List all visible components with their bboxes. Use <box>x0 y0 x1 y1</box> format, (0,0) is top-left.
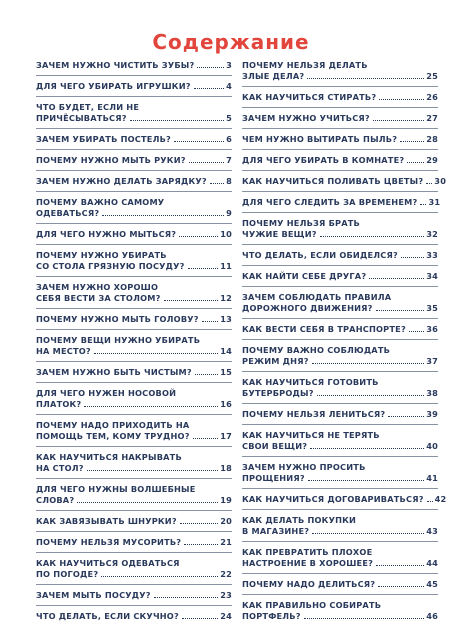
toc-entry[interactable] <box>242 113 438 124</box>
toc-entry[interactable] <box>242 430 438 452</box>
toc-entry[interactable] <box>242 155 438 166</box>
dot-leader <box>202 321 218 322</box>
divider <box>242 244 438 245</box>
toc-entry-last-line <box>36 314 232 325</box>
divider <box>36 414 232 415</box>
toc-page-number: 30 <box>434 176 447 186</box>
dot-leader <box>154 597 218 598</box>
divider <box>36 308 232 309</box>
toc-page-number: 33 <box>426 250 438 260</box>
toc-entry[interactable] <box>242 324 438 335</box>
toc-page-number: 3 <box>226 60 232 70</box>
toc-entry-last-line <box>36 60 232 71</box>
dot-leader <box>407 162 424 163</box>
toc-page-number: 7 <box>226 155 232 165</box>
toc-entry-title-line: ЗЛЫЕ ДЕЛА? <box>242 71 305 81</box>
toc-page-number: 36 <box>426 324 438 334</box>
toc-entry-title-line: ЧУЖИЕ ВЕЩИ? <box>242 229 317 239</box>
divider <box>36 329 232 330</box>
toc-page-number: 14 <box>220 346 232 356</box>
toc-entry-title-line: КАК ПРАВИЛЬНО СОБИРАТЬ <box>242 600 382 610</box>
dot-leader <box>320 236 424 237</box>
toc-entry-last-line <box>36 134 232 145</box>
divider <box>242 424 438 425</box>
toc-entry-last-line <box>242 197 441 208</box>
divider <box>242 149 438 150</box>
toc-entry-title-line: КАК НАЙТИ СЕБЕ ДРУГА? <box>242 271 367 281</box>
toc-entry-last-line <box>36 569 232 580</box>
dot-leader <box>400 141 424 142</box>
dot-leader <box>197 67 224 68</box>
toc-entry[interactable] <box>242 176 447 187</box>
dot-leader <box>304 618 425 619</box>
dot-leader <box>310 448 424 449</box>
divider <box>36 276 232 277</box>
dot-leader <box>188 268 219 269</box>
toc-page-number: 6 <box>226 134 232 144</box>
toc-entry-title-line: ПОЧЕМУ НАДО ПРИХОДИТЬ НА <box>36 420 190 430</box>
toc-entry-title-line: ОДЕВАТЬСЯ? <box>36 208 100 218</box>
dot-leader <box>77 502 218 503</box>
toc-page-number: 9 <box>226 208 232 218</box>
dot-leader <box>195 374 218 375</box>
toc-page-number: 13 <box>220 314 232 324</box>
toc-entry[interactable] <box>36 197 232 219</box>
toc-entry[interactable] <box>242 218 438 240</box>
toc-page-number: 12 <box>220 293 232 303</box>
toc-page-number: 39 <box>426 409 438 419</box>
divider <box>36 584 232 585</box>
toc-entry-last-line <box>242 526 438 537</box>
toc-entry-title-line: НАСТРОЕНИЕ В ХОРОШЕЕ? <box>242 558 374 568</box>
toc-page-number: 21 <box>220 537 232 547</box>
divider <box>242 541 438 542</box>
dot-leader <box>369 278 424 279</box>
toc-entry-last-line <box>36 367 232 378</box>
toc-entry-title-line: В МАГАЗИНЕ? <box>242 526 310 536</box>
toc-page-number: 4 <box>226 81 232 91</box>
toc-page-number: 26 <box>426 92 438 102</box>
toc-entry-title-line: ПОЧЕМУ НАДО ДЕЛИТЬСЯ? <box>242 579 376 589</box>
toc-page-number: 22 <box>220 569 232 579</box>
toc-entry[interactable] <box>36 81 232 92</box>
toc-page-number: 43 <box>426 526 438 536</box>
toc-entry-last-line <box>242 558 438 569</box>
toc-entry[interactable] <box>36 420 232 442</box>
toc-entry[interactable] <box>242 494 447 505</box>
dot-leader <box>401 257 424 258</box>
toc-entry[interactable] <box>242 271 438 282</box>
toc-entry-title-line: ЗАЧЕМ НУЖНО ПРОСИТЬ <box>242 462 366 472</box>
dot-leader <box>420 204 426 205</box>
toc-entry-title-line: РЕЖИМ ДНЯ? <box>242 356 309 366</box>
toc-entry-title-line: ДОРОЖНОГО ДВИЖЕНИЯ? <box>242 303 373 313</box>
divider <box>242 286 438 287</box>
toc-entry-title-line: ПОМОЩЬ ТЕМ, КОМУ ТРУДНО? <box>36 431 190 441</box>
toc-entry-last-line <box>242 155 438 166</box>
toc-entry-last-line <box>242 229 438 240</box>
toc-entry[interactable] <box>36 229 232 240</box>
toc-entry-title-line: ПОЧЕМУ НЕЛЬЗЯ БРАТЬ <box>242 218 360 228</box>
dot-leader <box>378 586 424 587</box>
toc-entry-title-line: ПРОЩЕНИЯ? <box>242 473 305 483</box>
toc-entry[interactable] <box>242 515 438 537</box>
divider <box>242 594 438 595</box>
toc-entry-last-line <box>36 495 232 506</box>
toc-page-number: 18 <box>220 463 232 473</box>
divider <box>242 212 438 213</box>
toc-entry-last-line <box>242 356 438 367</box>
dot-leader <box>174 141 224 142</box>
divider <box>36 510 232 511</box>
toc-entry-last-line <box>36 590 232 601</box>
toc-page-number: 15 <box>220 367 232 377</box>
toc-entry-last-line <box>242 250 438 261</box>
toc-entry-title-line: ПОЧЕМУ НЕЛЬЗЯ МУСОРИТЬ? <box>36 537 182 547</box>
dot-leader <box>376 565 424 566</box>
dot-leader <box>189 162 224 163</box>
toc-entry-title-line: ЗАЧЕМ СОБЛЮДАТЬ ПРАВИЛА <box>242 292 392 302</box>
toc-entry[interactable] <box>242 600 438 622</box>
toc-entry-title-line: ПОЧЕМУ НЕЛЬЗЯ ДЕЛАТЬ <box>242 60 368 70</box>
toc-entry[interactable] <box>36 282 232 304</box>
toc-page-number: 27 <box>426 113 438 123</box>
toc-entry[interactable] <box>242 250 438 261</box>
toc-entry-last-line <box>36 208 232 219</box>
toc-entry-last-line <box>242 324 438 335</box>
toc-page-number: 25 <box>426 71 438 81</box>
toc-entry-title-line: ДЛЯ ЧЕГО СЛЕДИТЬ ЗА ВРЕМЕНЕМ? <box>242 197 418 207</box>
toc-page-number: 19 <box>220 495 232 505</box>
dot-leader <box>426 183 432 184</box>
dot-leader <box>376 310 425 311</box>
toc-entry-last-line <box>242 611 438 622</box>
dot-leader <box>184 544 218 545</box>
toc-entry-last-line <box>36 261 232 272</box>
dot-leader <box>409 331 424 332</box>
toc-entry-title-line: ДЛЯ ЧЕГО УБИРАТЬ В КОМНАТЕ? <box>242 155 405 165</box>
toc-entry[interactable] <box>36 60 232 71</box>
toc-entry[interactable] <box>36 611 232 622</box>
divider <box>242 86 438 87</box>
toc-entry-last-line <box>36 537 232 548</box>
dot-leader <box>130 120 224 121</box>
toc-page-number: 38 <box>426 388 438 398</box>
toc-entry-title-line: КАК НАУЧИТЬСЯ ГОТОВИТЬ <box>242 377 379 387</box>
divider <box>242 265 438 266</box>
dot-leader <box>180 523 218 524</box>
toc-entry[interactable] <box>242 377 438 399</box>
toc-entry-title-line: БУТЕРБРОДЫ? <box>242 388 314 398</box>
toc-page-number: 32 <box>426 229 438 239</box>
toc-entry[interactable] <box>242 547 438 569</box>
toc-entry-title-line: ЧТО ДЕЛАТЬ, ЕСЛИ СКУЧНО? <box>36 611 179 621</box>
toc-entry[interactable] <box>36 155 232 166</box>
divider <box>36 552 232 553</box>
divider <box>36 191 232 192</box>
toc-entry[interactable] <box>36 335 232 357</box>
toc-entry-last-line <box>36 431 232 442</box>
divider <box>242 456 438 457</box>
toc-entry-last-line <box>36 113 232 124</box>
toc-entry[interactable] <box>36 452 232 474</box>
toc-entry[interactable] <box>36 484 232 506</box>
toc-entry[interactable] <box>242 462 438 484</box>
toc-entry-last-line <box>36 463 232 474</box>
toc-entry[interactable] <box>242 345 438 367</box>
toc-page-number: 46 <box>426 611 438 621</box>
toc-entry-title-line: КАК НАУЧИТЬСЯ ПОЛИВАТЬ ЦВЕТЫ? <box>242 176 424 186</box>
toc-entry[interactable] <box>36 250 232 272</box>
divider <box>242 128 438 129</box>
toc-entry-title-line: ДЛЯ ЧЕГО НУЖНО МЫТЬСЯ? <box>36 229 177 239</box>
divider <box>36 96 232 97</box>
toc-page-number: 29 <box>426 155 438 165</box>
divider <box>36 382 232 383</box>
toc-entry[interactable] <box>242 579 438 590</box>
toc-entry-title-line: КАК ЗАВЯЗЫВАТЬ ШНУРКИ? <box>36 516 177 526</box>
toc-entry[interactable] <box>36 516 232 527</box>
toc-page-number: 40 <box>426 441 438 451</box>
toc-page-number: 20 <box>220 516 232 526</box>
toc-page-number: 23 <box>220 590 232 600</box>
toc-entry-last-line <box>36 229 232 240</box>
toc-entry-title-line: СВОИ ВЕЩИ? <box>242 441 308 451</box>
divider <box>242 403 438 404</box>
toc-page-number: 17 <box>220 431 232 441</box>
dot-leader <box>193 438 219 439</box>
toc-entry-title-line: КАК ВЕСТИ СЕБЯ В ТРАНСПОРТЕ? <box>242 324 406 334</box>
toc-entry-title-line: ПОЧЕМУ ВАЖНО СОБЛЮДАТЬ <box>242 345 391 355</box>
toc-entry[interactable] <box>36 590 232 601</box>
toc-entry-last-line <box>242 71 438 82</box>
dot-leader <box>101 576 218 577</box>
toc-entry-title-line: КАК НАУЧИТЬСЯ НЕ ТЕРЯТЬ <box>242 430 380 440</box>
dot-leader <box>164 300 219 301</box>
divider <box>36 149 232 150</box>
toc-entry-title-line: СО СТОЛА ГРЯЗНУЮ ПОСУДУ? <box>36 261 185 271</box>
divider <box>242 107 438 108</box>
toc-page-number: 16 <box>220 399 232 409</box>
divider <box>242 371 438 372</box>
divider <box>36 446 232 447</box>
toc-entry-last-line <box>242 303 438 314</box>
divider <box>36 244 232 245</box>
dot-leader <box>373 120 424 121</box>
toc-entry-title-line: ПО ПОГОДЕ? <box>36 569 99 579</box>
toc-entry-title-line: ПОЧЕМУ НУЖНО МЫТЬ РУКИ? <box>36 155 186 165</box>
divider <box>36 223 232 224</box>
dot-leader <box>87 470 218 471</box>
toc-entry[interactable] <box>36 176 232 187</box>
toc-page-number: 28 <box>426 134 438 144</box>
toc-entry-last-line <box>36 516 232 527</box>
dot-leader <box>94 353 218 354</box>
toc-page-number: 42 <box>434 494 447 504</box>
dot-leader <box>312 533 424 534</box>
toc-entry-last-line <box>242 176 447 187</box>
toc-entry-last-line <box>242 441 438 452</box>
toc-page-number: 11 <box>220 261 232 271</box>
toc-entry-last-line <box>242 134 438 145</box>
page-title: Содержание <box>152 30 310 54</box>
dot-leader <box>182 618 218 619</box>
divider <box>242 339 438 340</box>
toc-entry-last-line <box>36 155 232 166</box>
divider <box>36 361 232 362</box>
toc-entry-title-line: ДЛЯ ЧЕГО УБИРАТЬ ИГРУШКИ? <box>36 81 191 91</box>
toc-entry-last-line <box>36 346 232 357</box>
divider <box>36 170 232 171</box>
toc-entry-title-line: КАК НАУЧИТЬСЯ ОДЕВАТЬСЯ <box>36 558 180 568</box>
toc-entry[interactable] <box>242 92 438 103</box>
toc-entry-title-line: КАК НАУЧИТЬСЯ ДОГОВАРИВАТЬСЯ? <box>242 494 424 504</box>
toc-entry-title-line: СЕБЯ ВЕСТИ ЗА СТОЛОМ? <box>36 293 161 303</box>
toc-entry-last-line <box>242 409 438 420</box>
dot-leader <box>84 406 218 407</box>
toc-entry-last-line <box>242 271 438 282</box>
toc-entry-title-line: ЧТО БУДЕТ, ЕСЛИ НЕ <box>36 102 140 112</box>
toc-page-number: 5 <box>226 113 232 123</box>
divider <box>242 191 438 192</box>
toc-entry-title-line: ПОЧЕМУ ВЕЩИ НУЖНО УБИРАТЬ <box>36 335 201 345</box>
divider <box>242 170 438 171</box>
divider <box>242 488 438 489</box>
toc-entry-last-line <box>36 176 232 187</box>
toc-entry-title-line: ПОЧЕМУ ВАЖНО САМОМУ <box>36 197 165 207</box>
divider <box>36 128 232 129</box>
dot-leader <box>102 215 224 216</box>
toc-entry-last-line <box>242 92 438 103</box>
toc-entry-title-line: ПОЧЕМУ НУЖНО МЫТЬ ГОЛОВУ? <box>36 314 199 324</box>
toc-entry-title-line: ЧТО ДЕЛАТЬ, ЕСЛИ ОБИДЕЛСЯ? <box>242 250 398 260</box>
toc-entry-title-line: СЛОВА? <box>36 495 75 505</box>
toc-entry-title-line: ДЛЯ ЧЕГО НУЖНЫ ВОЛШЕБНЫЕ <box>36 484 196 494</box>
divider <box>36 478 232 479</box>
toc-entry-title-line: ЗАЧЕМ МЫТЬ ПОСУДУ? <box>36 590 151 600</box>
toc-entry-title-line: КАК ДЕЛАТЬ ПОКУПКИ <box>242 515 357 525</box>
toc-entry-last-line <box>36 399 232 410</box>
dot-leader <box>379 99 424 100</box>
dot-leader <box>317 395 425 396</box>
dot-leader <box>388 416 424 417</box>
toc-entry-title-line: КАК ПРЕВРАТИТЬ ПЛОХОЕ <box>242 547 373 557</box>
toc-entry[interactable] <box>242 134 438 145</box>
toc-page-number: 34 <box>426 271 438 281</box>
toc-entry-title-line: ЗАЧЕМ УБИРАТЬ ПОСТЕЛЬ? <box>36 134 171 144</box>
toc-entry-title-line: ЗАЧЕМ НУЖНО ЧИСТИТЬ ЗУБЫ? <box>36 60 195 70</box>
toc-entry[interactable] <box>36 537 232 548</box>
dot-leader <box>179 236 218 237</box>
toc-entry-last-line <box>242 579 438 590</box>
toc-entry-title-line: ПОЧЕМУ НУЖНО УБИРАТЬ <box>36 250 167 260</box>
toc-entry-title-line: ПЛАТОК? <box>36 399 82 409</box>
toc-entry[interactable] <box>36 134 232 145</box>
toc-entry-title-line: КАК НАУЧИТЬСЯ СТИРАТЬ? <box>242 92 377 102</box>
toc-page-number: 41 <box>426 473 438 483</box>
toc-entry-title-line: КАК НАУЧИТЬСЯ НАКРЫВАТЬ <box>36 452 182 462</box>
toc-entry-title-line: ЗАЧЕМ НУЖНО ХОРОШО <box>36 282 159 292</box>
toc-entry-last-line <box>36 611 232 622</box>
dot-leader <box>307 78 424 79</box>
dot-leader <box>210 183 224 184</box>
toc-page-number: 31 <box>428 197 441 207</box>
dot-leader <box>308 480 424 481</box>
toc-entry-last-line <box>242 113 438 124</box>
toc-entry-title-line: НА МЕСТО? <box>36 346 91 356</box>
toc-entry[interactable] <box>242 409 438 420</box>
toc-entry[interactable] <box>36 102 232 124</box>
divider <box>36 531 232 532</box>
toc-entry-title-line: ДЛЯ ЧЕГО НУЖЕН НОСОВОЙ <box>36 388 177 398</box>
toc-entry-title-line: ЗАЧЕМ НУЖНО ДЕЛАТЬ ЗАРЯДКУ? <box>36 176 207 186</box>
toc-page-number: 37 <box>426 356 438 366</box>
toc-column-right <box>242 60 447 622</box>
toc-entry-title-line: ПОЧЕМУ НЕЛЬЗЯ ЛЕНИТЬСЯ? <box>242 409 386 419</box>
toc-entry-last-line <box>36 81 232 92</box>
toc-entry-title-line: ЗАЧЕМ НУЖНО УЧИТЬСЯ? <box>242 113 370 123</box>
toc-entry[interactable] <box>36 558 232 580</box>
toc-entry[interactable] <box>36 367 232 378</box>
dot-leader <box>194 88 224 89</box>
toc-page-number: 24 <box>220 611 232 621</box>
divider <box>242 318 438 319</box>
toc-entry-last-line <box>242 388 438 399</box>
divider <box>242 573 438 574</box>
dot-leader <box>427 501 433 502</box>
toc-page-number: 10 <box>220 229 232 239</box>
dot-leader <box>312 363 425 364</box>
toc-page-number: 35 <box>426 303 438 313</box>
toc-column-left <box>36 60 232 622</box>
toc-entry-title-line: ЧЕМ НУЖНО ВЫТИРАТЬ ПЫЛЬ? <box>242 134 398 144</box>
toc-entry[interactable] <box>242 292 438 314</box>
toc-entry-title-line: НА СТОЛ? <box>36 463 84 473</box>
toc-page-number: 8 <box>226 176 232 186</box>
toc-entry-last-line <box>36 293 232 304</box>
toc-entry[interactable] <box>242 60 438 82</box>
toc-entry[interactable] <box>36 388 232 410</box>
toc-entry-title-line: ЗАЧЕМ НУЖНО БЫТЬ ЧИСТЫМ? <box>36 367 192 377</box>
toc-entry[interactable] <box>242 197 441 208</box>
toc-entry-last-line <box>242 473 438 484</box>
toc-page-number: 45 <box>426 579 438 589</box>
divider <box>36 605 232 606</box>
toc-entry[interactable] <box>36 314 232 325</box>
toc-entry-title-line: ПРИЧЁСЫВАТЬСЯ? <box>36 113 127 123</box>
toc-entry-title-line: ПОРТФЕЛЬ? <box>242 611 301 621</box>
toc-entry-last-line <box>242 494 447 505</box>
toc-page-number: 44 <box>426 558 438 568</box>
divider <box>242 509 438 510</box>
divider <box>36 75 232 76</box>
